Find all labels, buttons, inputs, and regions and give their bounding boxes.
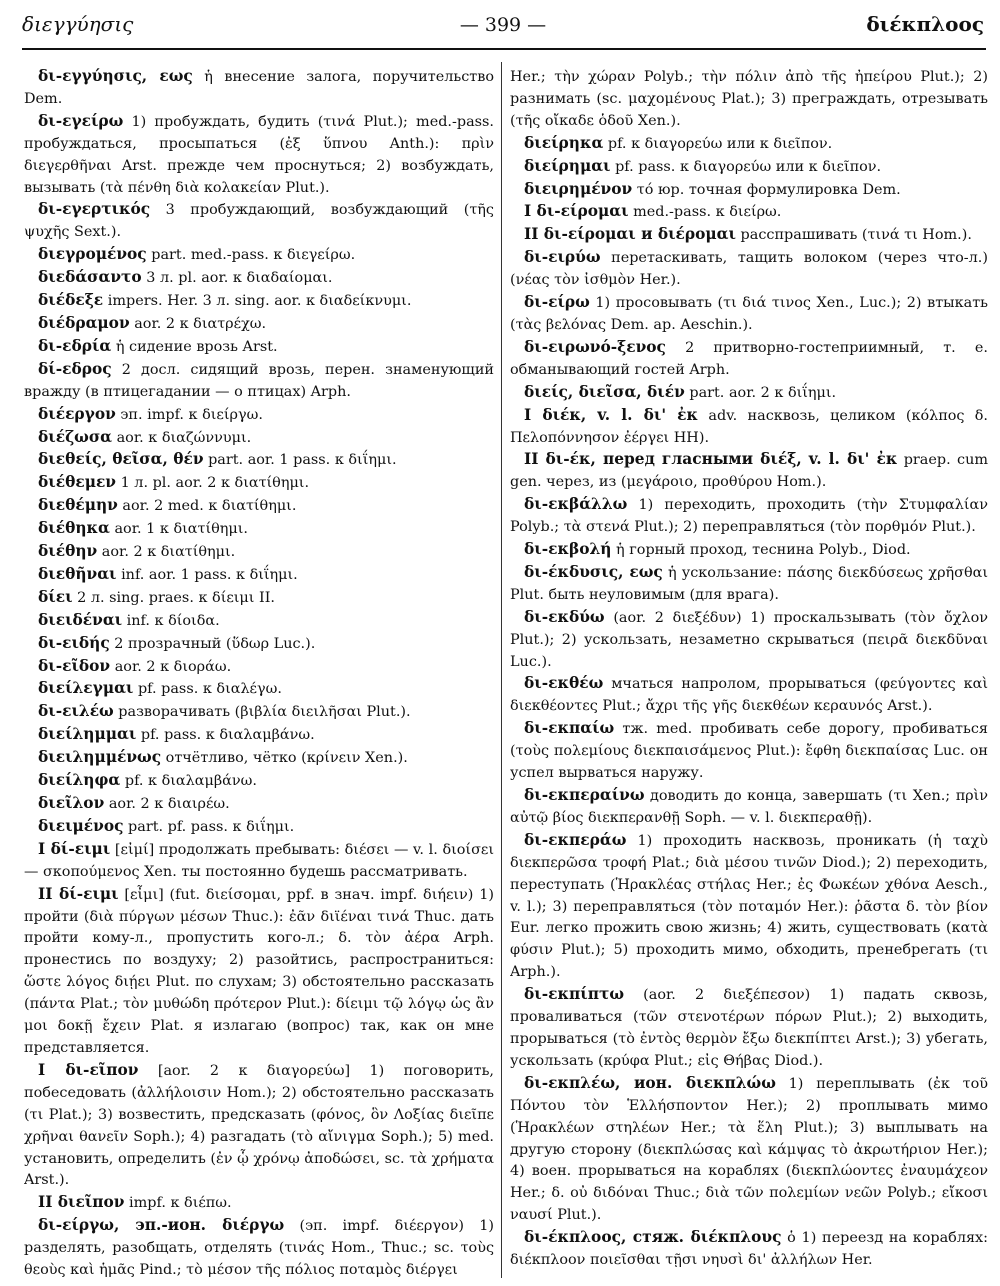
entry-headword: διέθεμεν <box>38 473 116 492</box>
entry-headword: διέθηκα <box>38 519 110 538</box>
entry-headword: διεγρομένος <box>38 245 147 264</box>
entry-definition: (aor. 2 διεξέπεσον) 1) падать сквозь, проваливаться (τῶν στενοτέρων πόρων Plut.); 2) выходить, прорываться (τὸ ἐντὸς θερμὸν ἔξω διεκπίπτει Arst.); 3) убегать, ускользать (κρύφα Plut.; εἰς Θήβας Diod.). <box>510 987 988 1069</box>
entry-definition: Her.; τὴν χώραν Polyb.; τὴν πόλιν ἀπὸ τῆς ἠπείρου Plut.); 2) разнимать (sc. μαχομένους Plat.); 3) преграждать, отрезывать (τῆς οἴκαδε ὁδοῦ Xen.). <box>510 69 988 129</box>
entry-definition: мчаться напролом, прорываться (φεύγοντες καὶ διεκθέοντες Plut.; ἄχρι τῆς γῆς διεκθέων κεραυνός Arst.). <box>510 676 988 715</box>
entry-headword: δι-ειρύω <box>524 248 601 267</box>
entry-headword: I δι-είρομαι <box>524 202 629 221</box>
entry-definition: part. aor. 2 к διΐημι. <box>684 384 837 401</box>
entry-definition: aor. 2 к διαιρέω. <box>104 796 230 812</box>
entry-headword: δι-εκπαίω <box>524 719 615 738</box>
entry-definition: 2 прозрачный (ὕδωρ Luc.). <box>109 635 316 652</box>
entry-headword: δι-είρω <box>524 293 590 312</box>
dictionary-entry <box>24 884 494 1060</box>
dictionary-entry <box>510 224 988 247</box>
entry-headword: II δι-έκ, перед гласными διέξ, v. l. δι' ἐκ <box>524 450 898 469</box>
entry-headword: I διέκ, v. l. δι' ἐκ <box>524 405 699 424</box>
entry-headword: δι-εκπεραίνω <box>524 786 645 804</box>
entry-definition: impers. Her. 3 л. sing. aor. к διαδείκνυμι. <box>103 293 412 310</box>
entry-headword: δι-εκβάλλω <box>524 495 628 514</box>
entry-headword: δί-εδρος <box>38 359 112 378</box>
entry-headword: I δι-εῖπον <box>38 1060 139 1079</box>
dictionary-entry <box>510 179 988 202</box>
dictionary-entry <box>510 494 988 539</box>
dictionary-entry <box>510 201 988 224</box>
entry-headword: δι-εῖδον <box>38 656 111 675</box>
entry-headword: II διεῖπον <box>38 1193 125 1212</box>
header-right-word: διέκπλοος <box>866 12 984 36</box>
dictionary-entry <box>510 292 988 337</box>
entry-definition: ἡ ускользание: πάσης διεκδύσεως χρῆσθαι Plut. быть неуловимым (для врага). <box>510 564 988 603</box>
dictionary-entry <box>510 382 988 405</box>
entry-headword: δι-εκπίπτω <box>524 985 624 1004</box>
dictionary-entry <box>510 830 988 984</box>
dictionary-entry <box>510 785 988 830</box>
dictionary-entry <box>24 701 494 724</box>
dictionary-entry <box>510 133 988 156</box>
entry-headword: διείλημμαι <box>38 725 137 744</box>
dictionary-entry <box>24 290 494 313</box>
page-number: — 399 — <box>459 14 547 36</box>
entry-definition: 1) переплывать (ἐκ τοῦ Πόντου τὸν Ἑλλήσποντον Her.); 2) проплывать мимо (Ἡρακλέων στηλέων Her.; τὰ ἕλη Plut.); 3) выплывать на другую сторону (διεκπλώσας καὶ κάμψας τὸ ἀκρωτήριον Her.); 4) воен. прорываться на кораблях (διεκπλώοντες ἐναυμάχεον Her.; δ. οὐ διδόναι Thuc.; διὰ τῶν πολεμίων νεῶν Polyb.; εἴκοσι ναυσί Plut.). <box>510 1075 988 1224</box>
entry-headword: διείλεγμαι <box>38 679 134 698</box>
entry-headword: δι-εκπλέω, ион. διεκπλώω <box>524 1073 776 1092</box>
entry-definition: отчётливо, чётко (κρίνειν Xen.). <box>161 750 408 767</box>
entry-definition: τό юр. точная формулировка Dem. <box>632 181 901 198</box>
entry-headword: διείς, διεῖσα, διέν <box>524 382 685 401</box>
entry-headword: II δί-ειμι <box>38 884 119 903</box>
entry-headword: II δι-είρομαι и διέρομαι <box>524 225 736 244</box>
dictionary-entry <box>24 541 494 564</box>
entry-definition: 1) переходить, проходить (τὴν Στυμφαλίαν Polyb.; τὰ στενά Plut.); 2) переправляться (τὸν πορθμόν Plut.). <box>510 497 988 536</box>
entry-headword: διεθέμην <box>38 496 118 515</box>
dictionary-entry <box>24 66 494 111</box>
entry-headword: διεδάσαντο <box>38 268 142 287</box>
dictionary-entry <box>24 199 494 244</box>
entry-headword: διέθην <box>38 542 98 561</box>
entry-definition: aor. к διαζώννυμι. <box>112 429 252 446</box>
entry-headword: διέδραμον <box>38 313 130 332</box>
entry-headword: διεθῆναι <box>38 564 117 583</box>
entry-definition: impf. к διέπω. <box>124 1195 232 1212</box>
entry-headword: διέδεξε <box>38 291 104 310</box>
dictionary-entry <box>24 495 494 518</box>
entry-definition: 1) просовывать (τι διά τινος Xen., Luc.); 2) втыкать (τὰς βελόνας Dem. ap. Aeschin.). <box>510 295 988 333</box>
entry-headword: δι-ειρωνό-ξενος <box>524 337 666 356</box>
entry-definition: 3 пробуждающий, возбуждающий (τῆς ψυχῆς Sext.). <box>24 202 494 241</box>
entry-definition: [aor. 2 к διαγορεύω] 1) поговорить, побеседовать (ἀλλήλοισιν Hom.); 2) обстоятельно рассказать (τι Plat.); 3) возвестить, предсказать (φόνος, ὃν Λοξίας διεῖπε χρῆναι θανεῖν Soph.); 4) разгадать (τὸ αἴνιγμα Soph.); 5) med. установить, определить (ἐν ᾧ χρόνῳ ἀποδώσει, sc. τὰ χρήματα Arst.). <box>24 1062 494 1189</box>
dictionary-entry <box>24 770 494 793</box>
entry-definition: [εἰμί] продолжать пребывать: διέσει — v. l. διοίσει — σκοπούμενος Xen. ты постоянно будешь рассматривать. <box>24 841 494 880</box>
header-rule <box>22 48 986 50</box>
entry-definition: part. med.-pass. к διεγείρω. <box>146 247 356 264</box>
entry-definition: 2 л. sing. praes. к δίειμι II. <box>72 589 275 606</box>
dictionary-entry <box>24 724 494 747</box>
entry-definition: pf. pass. к διαλαμβάνω. <box>136 727 315 744</box>
entry-headword: δι-εκδύω <box>524 607 605 626</box>
entry-definition: aor. 2 к διοράω. <box>110 658 232 675</box>
entry-headword: δι-εγείρω <box>38 111 124 130</box>
entry-definition: pf. к διαγορεύω или к διεῖπον. <box>603 135 833 152</box>
dictionary-entry <box>24 472 494 495</box>
dictionary-entry <box>510 673 988 718</box>
dictionary-entry <box>24 244 494 267</box>
entry-headword: δι-εγγύησις, εως <box>38 67 193 85</box>
dictionary-entry <box>24 678 494 701</box>
right-column <box>510 66 988 1278</box>
entry-definition: aor. 2 med. к διατίθημι. <box>117 498 297 515</box>
dictionary-entry <box>510 1073 988 1227</box>
dictionary-entry <box>24 313 494 336</box>
entry-headword: δι-είργω, эп.-ион. διέργω <box>38 1216 285 1235</box>
entry-headword: διέεργον <box>38 404 116 423</box>
entry-headword: δι-εγερτικός <box>38 200 151 219</box>
entry-definition: (aor. 2 διεξέδυν) 1) проскальзывать (τὸν ὄχλον Plut.); 2) ускользать, незаметно скрываться (πειρᾶ διεκδῦναι Luc.). <box>510 609 988 670</box>
dictionary-entry <box>24 267 494 290</box>
entry-definition: pf. к διαλαμβάνω. <box>120 773 257 790</box>
dictionary-entry <box>24 1060 494 1192</box>
dictionary-entry <box>24 839 494 884</box>
entry-headword: διείρηκα <box>524 133 604 152</box>
entry-headword: δι-ειδής <box>38 633 110 652</box>
dictionary-entry <box>24 404 494 427</box>
entry-definition: 3 л. pl. aor. к διαδαίομαι. <box>141 270 333 287</box>
entry-headword: I δί-ειμι <box>38 839 111 858</box>
entry-definition: расспрашивать (τινά τι Hom.). <box>735 227 972 244</box>
dictionary-entry <box>24 1192 494 1215</box>
dictionary-entry <box>24 427 494 450</box>
entry-definition: adv. насквозь, целиком (κόλπος δ. Πελοπόννησον ἐέργει HH). <box>510 407 988 446</box>
dictionary-entry <box>510 405 988 450</box>
entry-definition: pf. pass. к διαλέγω. <box>133 681 282 698</box>
entry-definition: inf. к δίοιδα. <box>122 612 220 629</box>
entry-definition: part. aor. 1 pass. к διΐημι. <box>203 452 397 469</box>
dictionary-entry <box>510 66 988 133</box>
dictionary-entry <box>510 539 988 562</box>
dictionary-entry <box>24 336 494 359</box>
dictionary-entry <box>24 793 494 816</box>
dictionary-entry <box>24 1215 494 1278</box>
entry-headword: διεθείς, θεῖσα, θέν <box>38 450 204 469</box>
entry-definition: 2 притворно-гостеприимный, т. е. обманывающий гостей Arph. <box>510 339 988 378</box>
dictionary-entry <box>24 587 494 610</box>
entry-headword: διείληφα <box>38 771 121 790</box>
entry-headword: διείρημαι <box>524 156 611 175</box>
entry-headword: δι-ειλέω <box>38 702 114 721</box>
dictionary-entry <box>510 156 988 179</box>
entry-definition: тж. med. пробивать себе дорогу, пробиваться (τοὺς πολεμίους διεκπαισάμενος Plut.): ἔφθη διεκπαίσας Luc. он успел вырваться наружу. <box>510 721 988 782</box>
entry-definition: praep. cum gen. через, из (μεγάροιο, προθύρου Hom.). <box>510 452 988 491</box>
dictionary-entry <box>510 607 988 674</box>
entry-headword: δίει <box>38 587 73 606</box>
entry-headword: δι-έκδυσις, εως <box>524 562 663 581</box>
entry-headword: δι-εκβολή <box>524 540 612 559</box>
dictionary-entry <box>510 718 988 785</box>
entry-headword: διέζωσα <box>38 427 113 446</box>
page-header <box>22 12 984 46</box>
entry-headword: διειλημμένως <box>38 748 162 767</box>
entry-definition: перетаскивать, тащить волоком (через что-л.) (νέας τὸν ἰσθμὸν Her.). <box>510 250 988 289</box>
entry-definition: ὁ 1) переезд на кораблях: διέκπλοον ποιεῖσθαι τῇσι νηυσὶ δι' ἀλλήλων Her. <box>510 1230 988 1269</box>
dictionary-entry <box>24 564 494 587</box>
entry-definition: [εἶμι] (fut. διείσομαι, ppf. в знач. impf. διήειν) 1) пройти (διὰ πύργων μέσων Thuc.): ἐᾶν διϊέναι τινά Thuc. дать пройти кому-л., пропустить кого-л.; δ. τὸν ἀέρα Arph. пронестись по воздуху; 2) разойтись, распространиться: ὥστε λόγος διῄει Plut. по слухам; 3) обстоятельно рассказать (πάντα Plat.; τὸν μυθώδη πρότερον Plut.): δίειμι τῷ λόγῳ ὡς ἂν μοι δοκῇ ἔχειν Plat. я излагаю (вопрос) так, как он мне представляется. <box>24 886 494 1056</box>
entry-headword: δι-εκθέω <box>524 674 604 693</box>
dictionary-entry <box>24 359 494 404</box>
entry-headword: διειρημένον <box>524 179 633 198</box>
entry-definition: 1 л. pl. aor. 2 к διατίθημι. <box>116 475 310 492</box>
left-column <box>24 66 494 1278</box>
entry-definition: 1) пробуждать, будить (τινά Plut.); med.-pass. пробуждаться, просыпаться (ἐξ ὕπνου Anth.): πρὶν διεγερθῆναι Arst. прежде чем проснуться; 2) возбуждать, вызывать (τὰ πένθη διὰ κολακείαν Plut.). <box>24 113 494 196</box>
dictionary-entry <box>510 337 988 382</box>
entry-definition: 2 досл. сидящий врозь, перен. знаменующий вражду (в птицегадании — о птицах) Arph. <box>24 361 494 400</box>
entry-definition: 1) проходить насквозь, проникать (ἡ ταχὺ διεκπερῶσα τροφή Plat.; διὰ μέσου τινῶν Diod.); 2) переходить, переступать (Ἡρακλέας στήλας Her.; ἐς Φωκέων χθόνα Aesch., v. l.); 3) переправляться (τὸν ποταμόν Her.): ῥᾶστα δ. τὸν βίον Eur. легко прожить свою жизнь; 4) жить, существовать (κατὰ φύσιν Plut.); 5) проходить мимо, обходить, пренебрегать (τι Arph.). <box>510 832 988 981</box>
entry-definition: разворачивать (βιβλία διειλῆσαι Plut.). <box>113 704 411 721</box>
entry-definition: ἡ сидение врозь Arst. <box>111 338 278 355</box>
dictionary-entry <box>510 562 988 607</box>
entry-headword: δι-εκπεράω <box>524 830 627 849</box>
column-divider <box>501 62 502 1278</box>
dictionary-entry <box>24 816 494 839</box>
entry-headword: δι-εδρία <box>38 336 112 355</box>
dictionary-entry <box>510 984 988 1073</box>
entry-definition: эп. impf. к διείργω. <box>115 406 263 423</box>
entry-definition: aor. 2 к διατίθημι. <box>97 544 236 561</box>
dictionary-entry <box>24 111 494 200</box>
entry-definition: med.-pass. к διείρω. <box>628 204 782 221</box>
entry-headword: διειδέναι <box>38 610 123 629</box>
entry-definition: (эп. impf. διέεργον) 1) разделять, разобщать, отделять (τινάς Hom., Thuc.; sc. τοὺς θεοὺς καὶ ἡμᾶς Pind.; τὸ μέσον τῆς πόλιος ποταμὸς διέργει <box>24 1218 494 1278</box>
dictionary-entry <box>24 518 494 541</box>
entry-definition: pf. pass. к διαγορεύω или к διεῖπον. <box>610 158 882 175</box>
dictionary-entry <box>510 449 988 494</box>
entry-definition: inf. aor. 1 pass. к διΐημι. <box>116 566 298 583</box>
entry-headword: δι-έκπλοος, стяж. διέκπλους <box>524 1228 782 1247</box>
entry-definition: ἡ внесение залога, поручительство Dem. <box>24 69 494 107</box>
dictionary-entry <box>510 1227 988 1272</box>
dictionary-entry <box>24 747 494 770</box>
header-left-word: διεγγύησις <box>22 12 134 36</box>
entry-definition: ἡ горный проход, теснина Polyb., Diod. <box>611 542 911 559</box>
dictionary-entry <box>24 610 494 633</box>
dictionary-entry <box>24 633 494 656</box>
dictionary-entry <box>24 449 494 472</box>
entry-definition: part. pf. pass. к διΐημι. <box>123 818 295 835</box>
entry-definition: aor. 1 к διατίθημι. <box>109 521 248 538</box>
entry-headword: διειμένος <box>38 816 124 835</box>
entry-definition: aor. 2 к διατρέχω. <box>129 315 267 332</box>
dictionary-entry <box>510 247 988 292</box>
dictionary-entry <box>24 656 494 679</box>
entry-headword: διεῖλον <box>38 794 105 812</box>
entry-definition: доводить до конца, завершать (τι Xen.; πρὶν αὐτῷ βίος διεκπερανθῇ Soph. — v. l. διεκπεραθῇ). <box>510 788 988 826</box>
